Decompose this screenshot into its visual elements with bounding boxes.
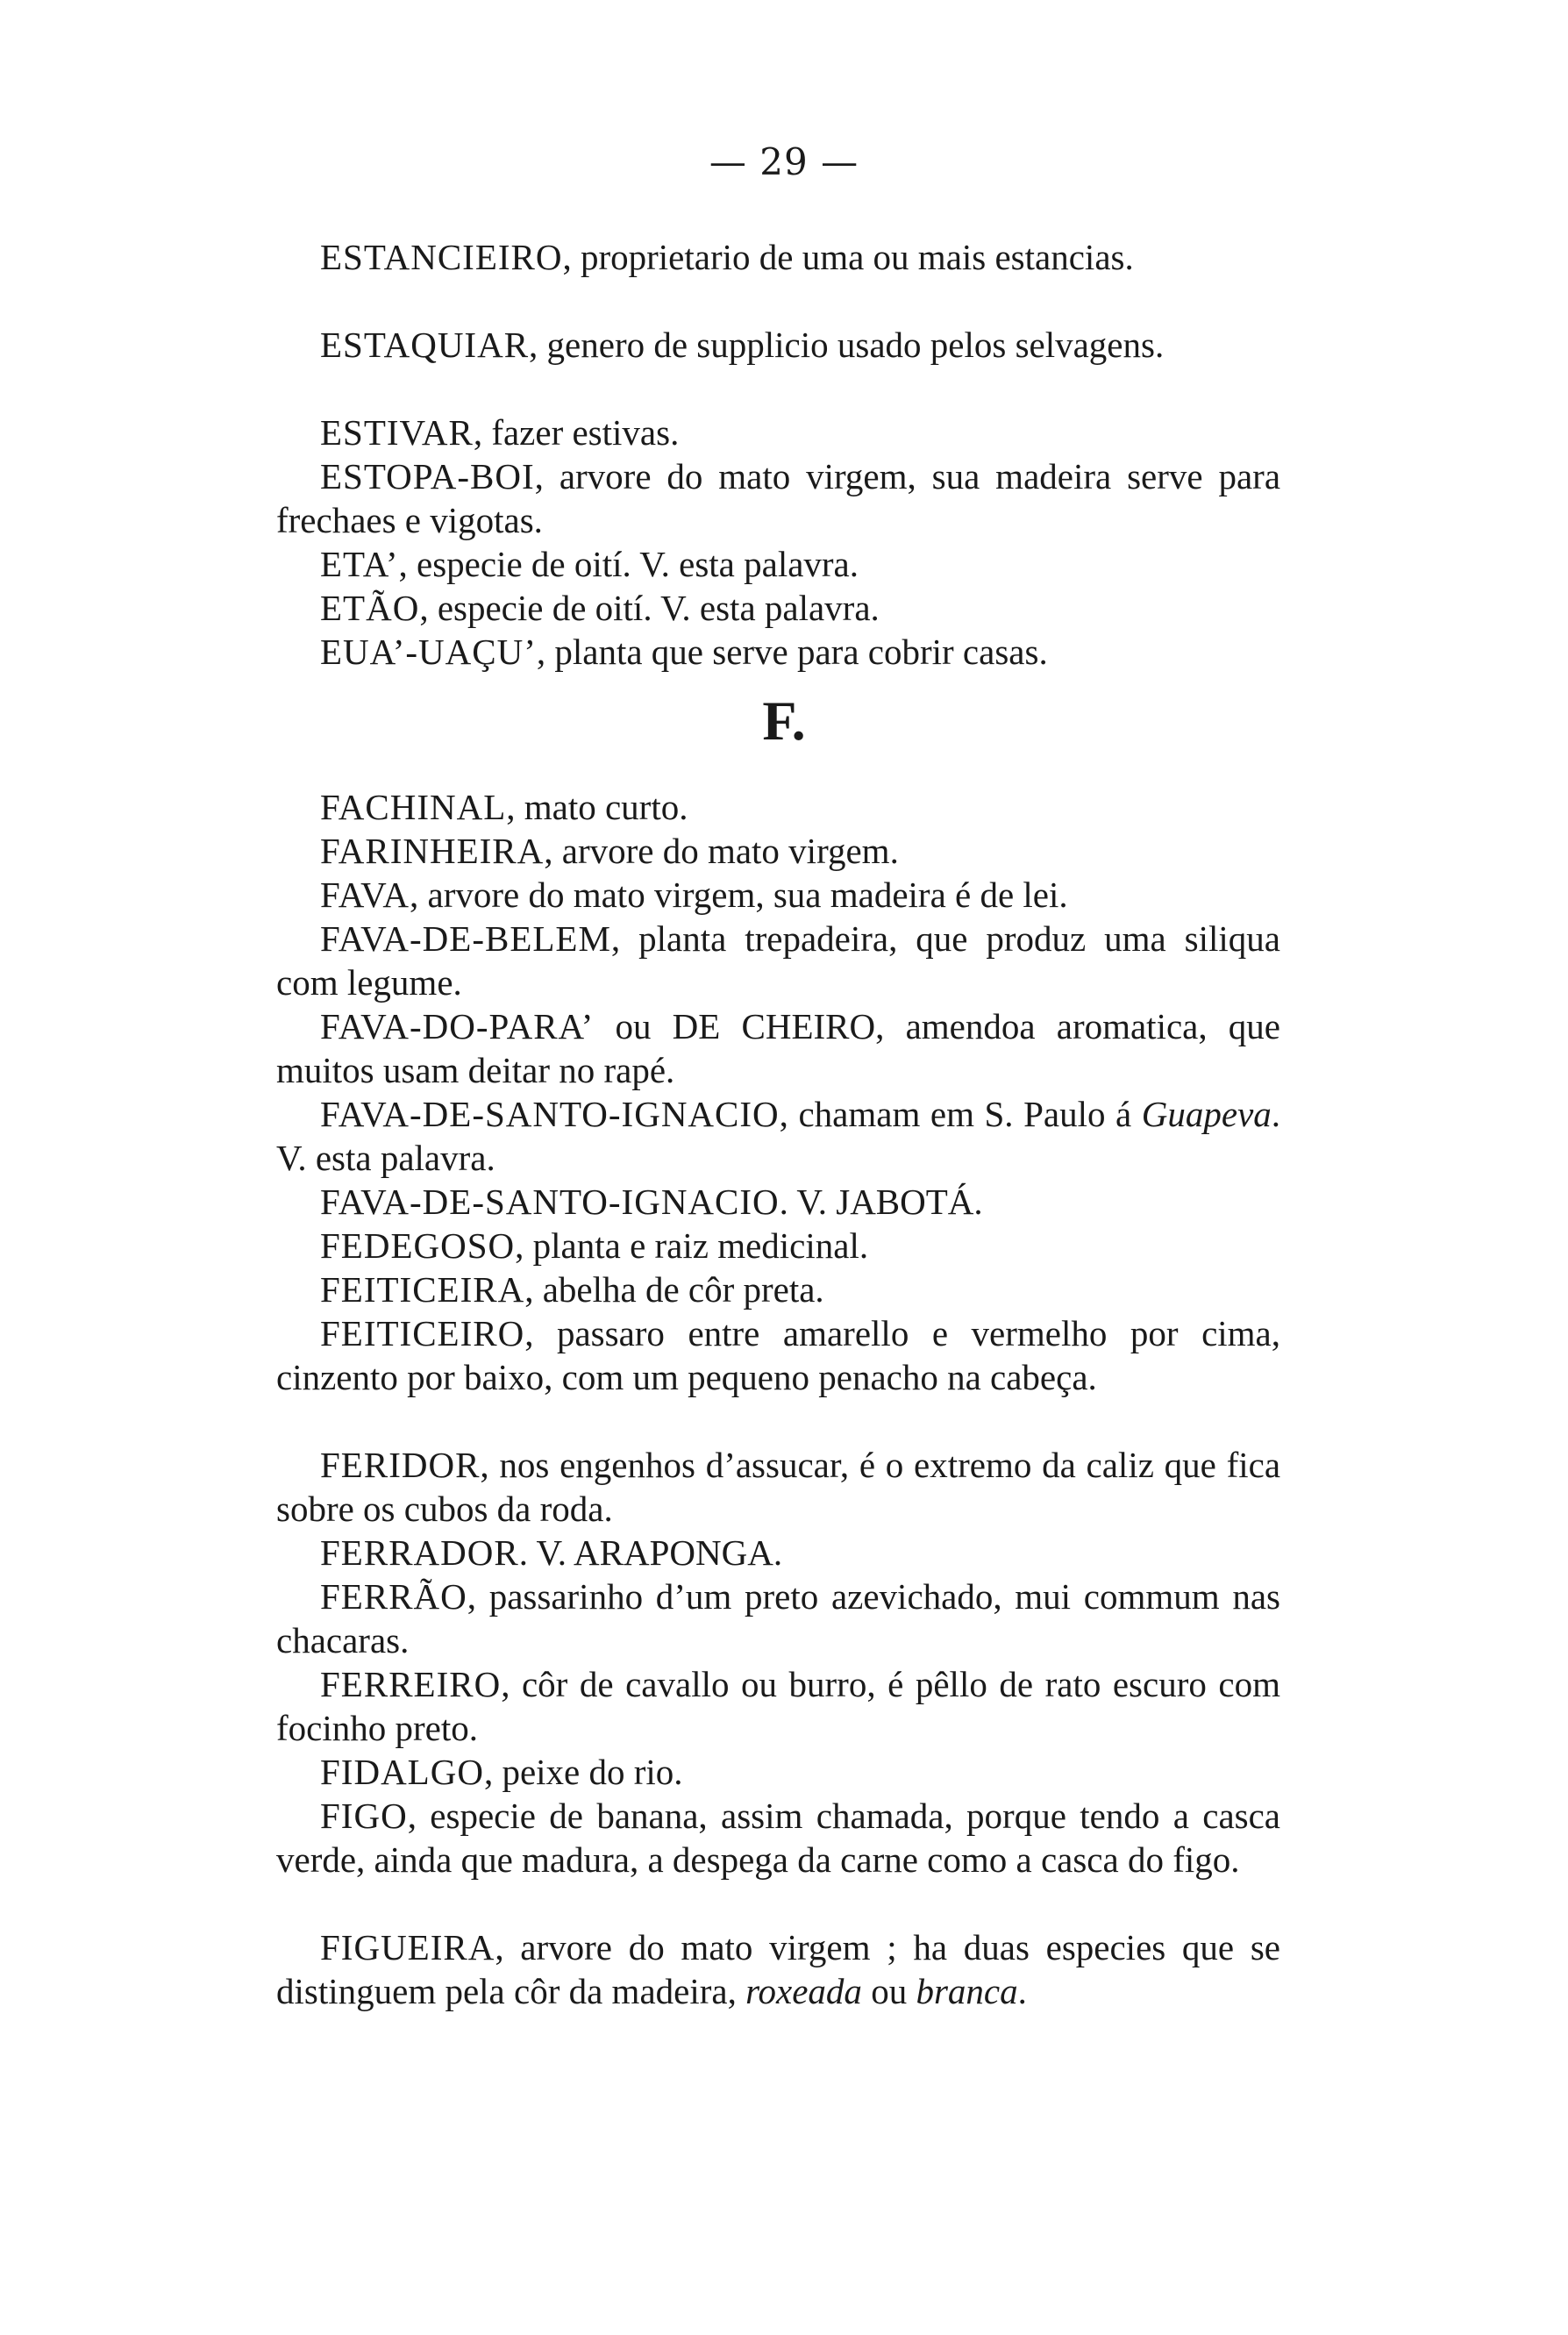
entry-fachinal: FACHINAL, mato curto.: [320, 787, 688, 827]
entry-definition-tail: .: [1017, 1971, 1027, 2011]
entry-estancieiro: ESTANCIEIRO, proprietario de uma ou mais estancias.: [320, 237, 1134, 277]
entry-definition: V. ARAPONGA.: [536, 1532, 783, 1573]
entry-figueira: FIGUEIRA, arvore do mato virgem ; ha duas especies que se distinguem pela côr da madeira, roxeada ou branca.: [276, 1927, 1280, 2011]
entry-estivar: ESTIVAR, fazer estivas.: [320, 412, 680, 453]
entry-headword: FAVA-DE-BELEM: [320, 918, 611, 959]
entry-fava-de-belem: FAVA-DE-BELEM, planta trepadeira, que produz uma siliqua com legume.: [276, 918, 1281, 1003]
entry-figo: FIGO, especie de banana, assim chamada, porque tendo a casca verde, ainda que madura, a despega da carne como a casca do figo.: [276, 1796, 1281, 1880]
entry-definition: especie de oití. V. esta palavra.: [417, 544, 859, 584]
entry-headword: FIGUEIRA: [320, 1927, 495, 1967]
entry-definition: ou DE CHEIRO, amendoa aromatica, que muitos usam deitar no rapé.: [276, 1006, 1281, 1090]
entry-headword: ESTANCIEIRO: [320, 237, 563, 277]
entry-italic-term: roxeada: [745, 1971, 862, 2011]
entry-estaquiar: ESTAQUIAR, genero de supplicio usado pelos selvagens.: [320, 325, 1165, 365]
entry-definition: arvore do mato virgem.: [561, 831, 899, 871]
entry-definition: passarinho d’um preto azevichado, mui commum nas chacaras.: [276, 1576, 1280, 1660]
entry-fidalgo: FIDALGO, peixe do rio.: [320, 1752, 683, 1792]
entry-fava-do-para: [276, 1004, 1280, 1092]
entry-ferrador: FERRADOR. V. ARAPONGA.: [320, 1532, 783, 1573]
entry-fava-de-santo-ignacio: FAVA-DE-SANTO-IGNACIO, chamam em S. Paulo á Guapeva. V. esta palavra.: [276, 1094, 1281, 1178]
entry-feiticeiro: FEITICEIRO, passaro entre amarello e vermelho por cima, cinzento por baixo, com um pequeno penacho na cabeça.: [276, 1313, 1280, 1397]
entry-headword: FERREIRO: [320, 1664, 502, 1704]
entry-headword: ETA’: [320, 544, 399, 584]
entry-definition: genero de supplicio usado pelos selvagens.: [546, 325, 1165, 365]
entry-definition-tail: . V. esta palavra.: [276, 1094, 1281, 1178]
entry-eua-uacu: EUA’-UAÇU’, planta que serve para cobrir casas.: [320, 632, 1048, 672]
entry-definition: côr de cavallo ou burro, é pêllo de rato escuro com focinho preto.: [276, 1664, 1280, 1748]
entry-italic-term: Guapeva: [1141, 1094, 1272, 1134]
entry-headword: FARINHEIRA: [320, 831, 545, 871]
entry-definition: nos engenhos d’assucar, é o extremo da caliz que fica sobre os cubos da roda.: [276, 1445, 1281, 1529]
entry-headword: FIDALGO: [320, 1752, 484, 1792]
entry-fedegoso: FEDEGOSO, planta e raiz medicinal.: [320, 1225, 869, 1266]
entry-farinheira: FARINHEIRA, arvore do mato virgem.: [320, 831, 899, 871]
entry-ferrao: FERRÃO, passarinho d’um preto azevichado, mui commum nas chacaras.: [276, 1576, 1280, 1660]
entry-definition: planta trepadeira, que produz uma siliqua com legume.: [276, 918, 1281, 1003]
entry-headword: FEITICEIRO: [320, 1313, 525, 1353]
entry-definition: abelha de côr preta.: [542, 1269, 824, 1310]
entry-headword: FACHINAL: [320, 787, 507, 827]
entry-definition: planta que serve para cobrir casas.: [554, 632, 1048, 672]
entry-headword: FEITICEIRA: [320, 1269, 525, 1310]
entry-definition: mato curto.: [524, 787, 688, 827]
entry-definition: proprietario de uma ou mais estancias.: [580, 237, 1134, 277]
entry-ferreiro: FERREIRO, côr de cavallo ou burro, é pêllo de rato escuro com focinho preto.: [276, 1664, 1280, 1748]
entry-headword: FAVA-DO-PARA’: [320, 1006, 595, 1046]
entry-definition: peixe do rio.: [502, 1752, 683, 1792]
entry-headword: FERRÃO: [320, 1576, 467, 1617]
entry-definition-mid: ou: [861, 1971, 916, 2011]
entry-headword: FAVA-DE-SANTO-IGNACIO: [320, 1182, 780, 1222]
entry-definition: chamam em S. Paulo á: [798, 1094, 1132, 1134]
entry-estopa-boi: ESTOPA-BOI, arvore do mato virgem, sua madeira serve para frechaes e vigotas.: [276, 456, 1281, 540]
entry-headword: FERIDOR: [320, 1445, 481, 1485]
entry-headword: ESTOPA-BOI: [320, 456, 535, 496]
entry-italic-term-2: branca: [916, 1971, 1018, 2011]
entry-fava-de-santo-ignacio-2: FAVA-DE-SANTO-IGNACIO. V. JABOTÁ.: [320, 1182, 983, 1222]
entry-headword: FEDEGOSO: [320, 1225, 516, 1266]
entry-definition: arvore do mato virgem, sua madeira serve para frechaes e vigotas.: [276, 456, 1281, 540]
entry-definition: passaro entre amarello e vermelho por cima, cinzento por baixo, com um pequeno penacho na cabeça.: [276, 1313, 1280, 1397]
entry-definition: arvore do mato virgem ; ha duas especies que se distinguem pela côr da madeira,: [276, 1927, 1280, 2011]
entry-feridor: FERIDOR, nos engenhos d’assucar, é o extremo da caliz que fica sobre os cubos da roda.: [276, 1445, 1281, 1529]
entry-headword: FAVA: [320, 875, 410, 915]
entry-headword: FERRADOR: [320, 1532, 519, 1573]
entry-definition: fazer estivas.: [491, 412, 680, 453]
section-letter-f: F.: [762, 689, 806, 752]
entry-etao: ETÃO, especie de oití. V. esta palavra.: [320, 588, 880, 628]
entry-fava: FAVA, arvore do mato virgem, sua madeira é de lei.: [320, 875, 1068, 915]
entry-feiticeira: FEITICEIRA, abelha de côr preta.: [320, 1269, 824, 1310]
entry-headword: ESTAQUIAR: [320, 325, 530, 365]
entry-headword: ESTIVAR: [320, 412, 474, 453]
entry-definition: especie de banana, assim chamada, porque tendo a casca verde, ainda que madura, a despega da carne como a casca do figo.: [276, 1796, 1281, 1880]
entry-definition: V. JABOTÁ.: [796, 1182, 983, 1222]
entry-headword: ETÃO: [320, 588, 420, 628]
entry-definition: arvore do mato virgem, sua madeira é de lei.: [427, 875, 1068, 915]
entry-headword: FIGO: [320, 1796, 408, 1836]
entry-headword: EUA’-UAÇU’: [320, 632, 537, 672]
entry-definition: especie de oití. V. esta palavra.: [437, 588, 880, 628]
entry-eta: ETA’, especie de oití. V. esta palavra.: [320, 544, 859, 584]
entry-definition: planta e raiz medicinal.: [532, 1225, 869, 1266]
entry-headword: FAVA-DE-SANTO-IGNACIO: [320, 1094, 780, 1134]
page-number: — 29 —: [709, 140, 859, 183]
